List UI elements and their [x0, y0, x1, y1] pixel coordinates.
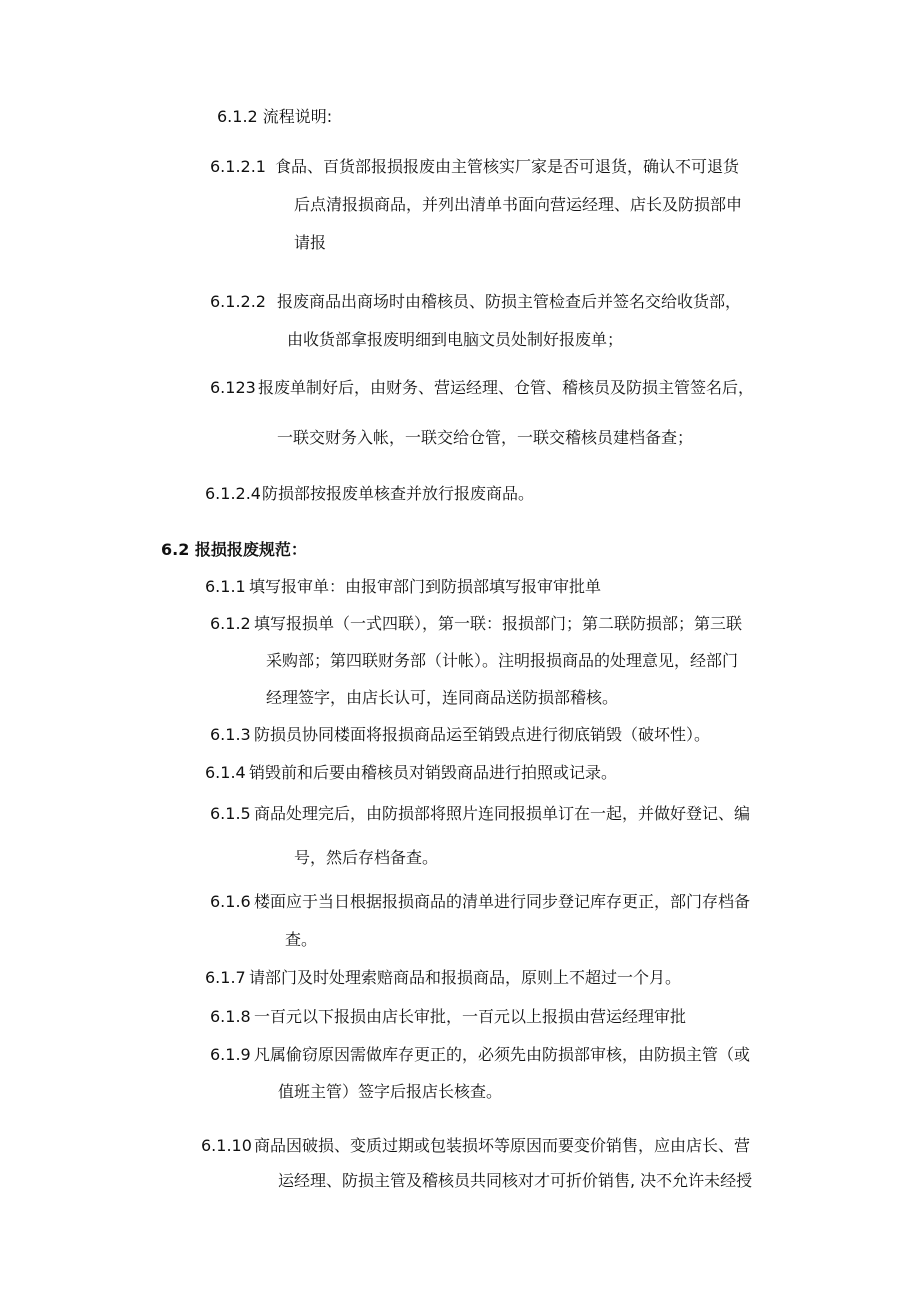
- item-text: 防损员协同楼面将报损商品运至销毁点进行彻底销毁（破坏性）。: [254, 725, 711, 744]
- item-text: 经理签字，由店长认可，连同商品送防损部稽核。: [266, 688, 619, 707]
- item-text: 商品因破损、变质过期或包装损坏等原因而要变价销售，应由店长、营: [254, 1136, 751, 1155]
- item-text: 食品、百货部报损报废由主管核实厂家是否可退货，确认不可退货: [275, 157, 740, 176]
- item-number: 6.1.2.4: [205, 484, 261, 503]
- item-number: 6.1.2.1: [210, 157, 266, 176]
- item-number: 6.1.1: [205, 577, 246, 596]
- item-number: 6.1.7: [205, 968, 246, 987]
- item-text: 值班主管）签字后报店长核查。: [278, 1082, 503, 1101]
- item-text: 请部门及时处理索赔商品和报损商品，原则上不超过一个月。: [249, 968, 682, 987]
- item-number: 6.1.4: [205, 763, 246, 782]
- item-text: 一联交财务入帐，一联交给仓管，一联交稽核员建档备查；: [277, 428, 694, 447]
- item-text: 销毁前和后要由稽核员对销毁商品进行拍照或记录。: [249, 763, 618, 782]
- item-number: 6.1.2: [210, 614, 251, 633]
- item-text: 一百元以下报损由店长审批，一百元以上报损由营运经理审批: [254, 1007, 687, 1026]
- item-text: 后点清报损商品，并列出清单书面向营运经理、店长及防损部申: [294, 195, 743, 214]
- item-number: 6.1.6: [210, 892, 251, 911]
- item-text: 商品处理完后，由防损部将照片连同报损单订在一起，并做好登记、编: [254, 804, 751, 823]
- section-heading-6-1-2: 6.1.2 流程说明:: [217, 107, 333, 126]
- item-number: 6.1.9: [210, 1045, 251, 1064]
- item-number: 6.1.5: [210, 804, 251, 823]
- item-number: 6.123: [210, 378, 256, 397]
- item-text: 填写报审单：由报审部门到防损部填写报审审批单: [249, 577, 602, 596]
- item-number: 6.1.3: [210, 725, 251, 744]
- item-text: 由收货部拿报废明细到电脑文员处制好报废单；: [287, 330, 624, 349]
- item-text: 凡属偷窃原因需做库存更正的，必须先由防损部审核，由防损主管（或: [254, 1045, 751, 1064]
- section-heading-6-2: 6.2 报损报废规范：: [161, 540, 307, 559]
- item-text: 号，然后存档备查。: [294, 848, 439, 867]
- item-text: 查。: [285, 930, 318, 949]
- item-text: 请报: [294, 233, 327, 252]
- item-text: 报废商品出商场时由稽核员、防损主管检查后并签名交给收货部，: [277, 292, 742, 311]
- item-number: 6.1.10: [201, 1136, 252, 1155]
- item-number: 6.1.2.2: [210, 292, 266, 311]
- item-text: 采购部；第四联财务部（计帐）。注明报损商品的处理意见，经部门: [266, 651, 739, 670]
- item-text: 防损部按报废单核查并放行报废商品。: [262, 484, 535, 503]
- item-text: 楼面应于当日根据报损商品的清单进行同步登记库存更正，部门存档备: [254, 892, 751, 911]
- item-text: 运经理、防损主管及稽核员共同核对才可折价销售, 决不允许未经授: [278, 1171, 753, 1190]
- item-text: 报废单制好后，由财务、营运经理、仓管、稽核员及防损主管签名后，: [258, 378, 755, 397]
- item-number: 6.1.8: [210, 1007, 251, 1026]
- item-text: 填写报损单（一式四联），第一联：报损部门；第二联防损部；第三联: [254, 614, 743, 633]
